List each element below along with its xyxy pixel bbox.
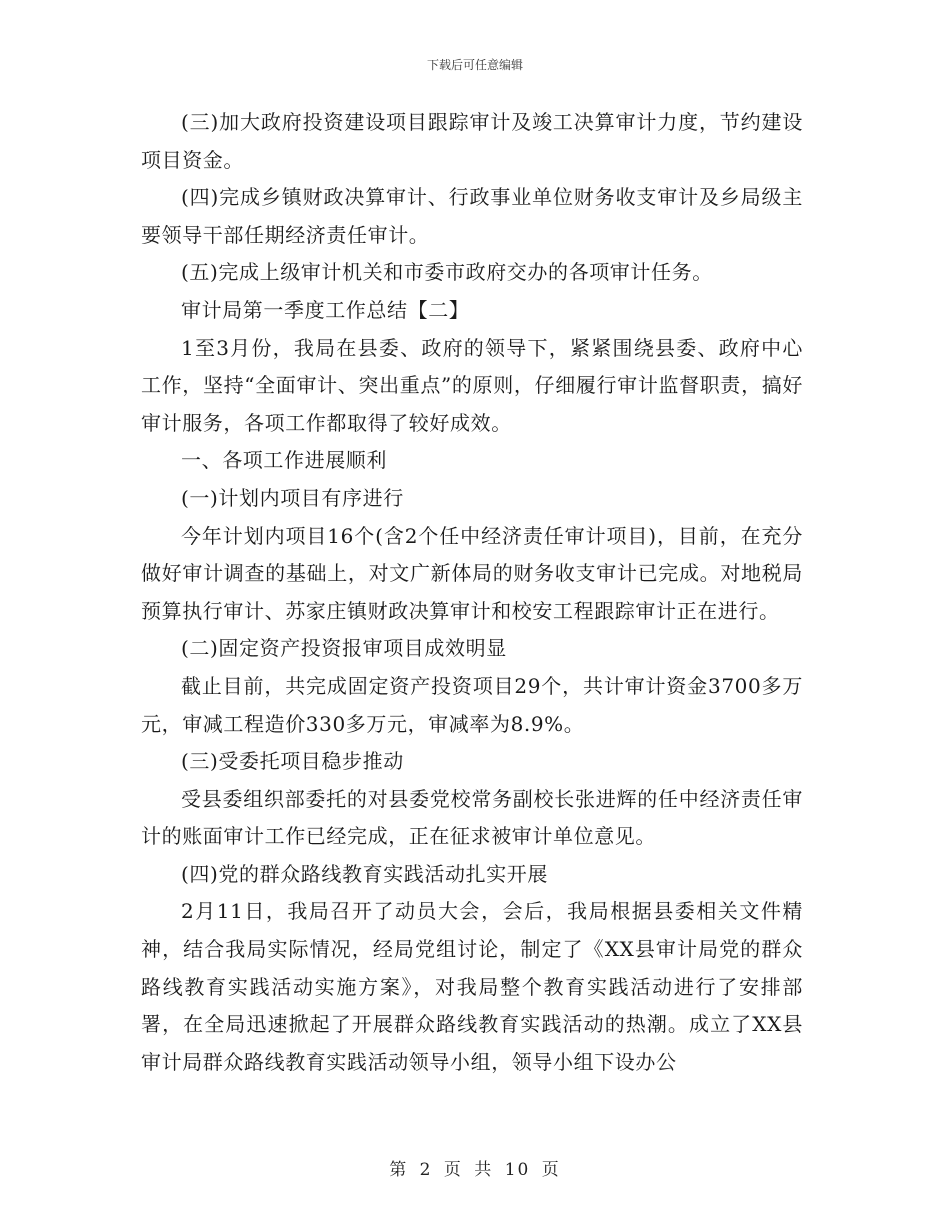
paragraph-planned-projects: 今年计划内项目16个(含2个任中经济责任审计项目)，目前，在充分做好审计调查的基础上，对文广新体局的财务收支审计已完成。对地税局预算执行审计、苏家庄镇财政决算审计和校安工程跟踪审计正在进行。 <box>141 523 803 623</box>
paragraph-mass-line: 2月11日，我局召开了动员大会，会后，我局根据县委相关文件精神，结合我局实际情况，经局党组讨论，制定了《XX县审计局党的群众路线教育实践活动实施方案》，对我局整个教育实践活动进行了安排部署，在全局迅速掀起了开展群众路线教育实践活动的热潮。成立了XX县审计局群众路线教育实践活动领导小组，领导小组下设办公 <box>141 899 803 1074</box>
subheading-1: (一)计划内项目有序进行 <box>181 485 404 510</box>
page-header: 下载后可任意编辑 <box>426 58 523 72</box>
heading-level-1: 一、各项工作进展顺利 <box>181 448 387 473</box>
subheading-2: (二)固定资产投资报审项目成效明显 <box>181 636 507 661</box>
section-title: 审计局第一季度工作总结【二】 <box>181 297 470 322</box>
paragraph-3: (五)完成上级审计机关和市委市政府交办的各项审计任务。 <box>181 260 713 285</box>
page-footer: 第 2 页 共 10 页 <box>389 1160 561 1180</box>
paragraph-2: (四)完成乡镇财政决算审计、行政事业单位财务收支审计及乡局级主要领导干部任期经济责任审计。 <box>141 185 803 247</box>
paragraph-intro: 1至3月份，我局在县委、政府的领导下，紧紧围绕县委、政府中心工作，坚持“全面审计、突出重点”的原则，仔细履行审计监督职责，搞好审计服务，各项工作都取得了较好成效。 <box>141 335 803 435</box>
document-body <box>141 104 803 1081</box>
subheading-4: (四)党的群众路线教育实践活动扎实开展 <box>181 861 549 886</box>
paragraph-entrusted: 受县委组织部委托的对县委党校常务副校长张进辉的任中经济责任审计的账面审计工作已经完成，正在征求被审计单位意见。 <box>141 786 803 849</box>
subheading-3: (三)受委托项目稳步推动 <box>181 749 404 774</box>
paragraph-1: (三)加大政府投资建设项目跟踪审计及竣工决算审计力度，节约建设项目资金。 <box>141 110 803 172</box>
paragraph-fixed-assets: 截止目前，共完成固定资产投资项目29个，共计审计资金3700多万元，审减工程造价330多万元，审减率为8.9%。 <box>141 673 803 736</box>
